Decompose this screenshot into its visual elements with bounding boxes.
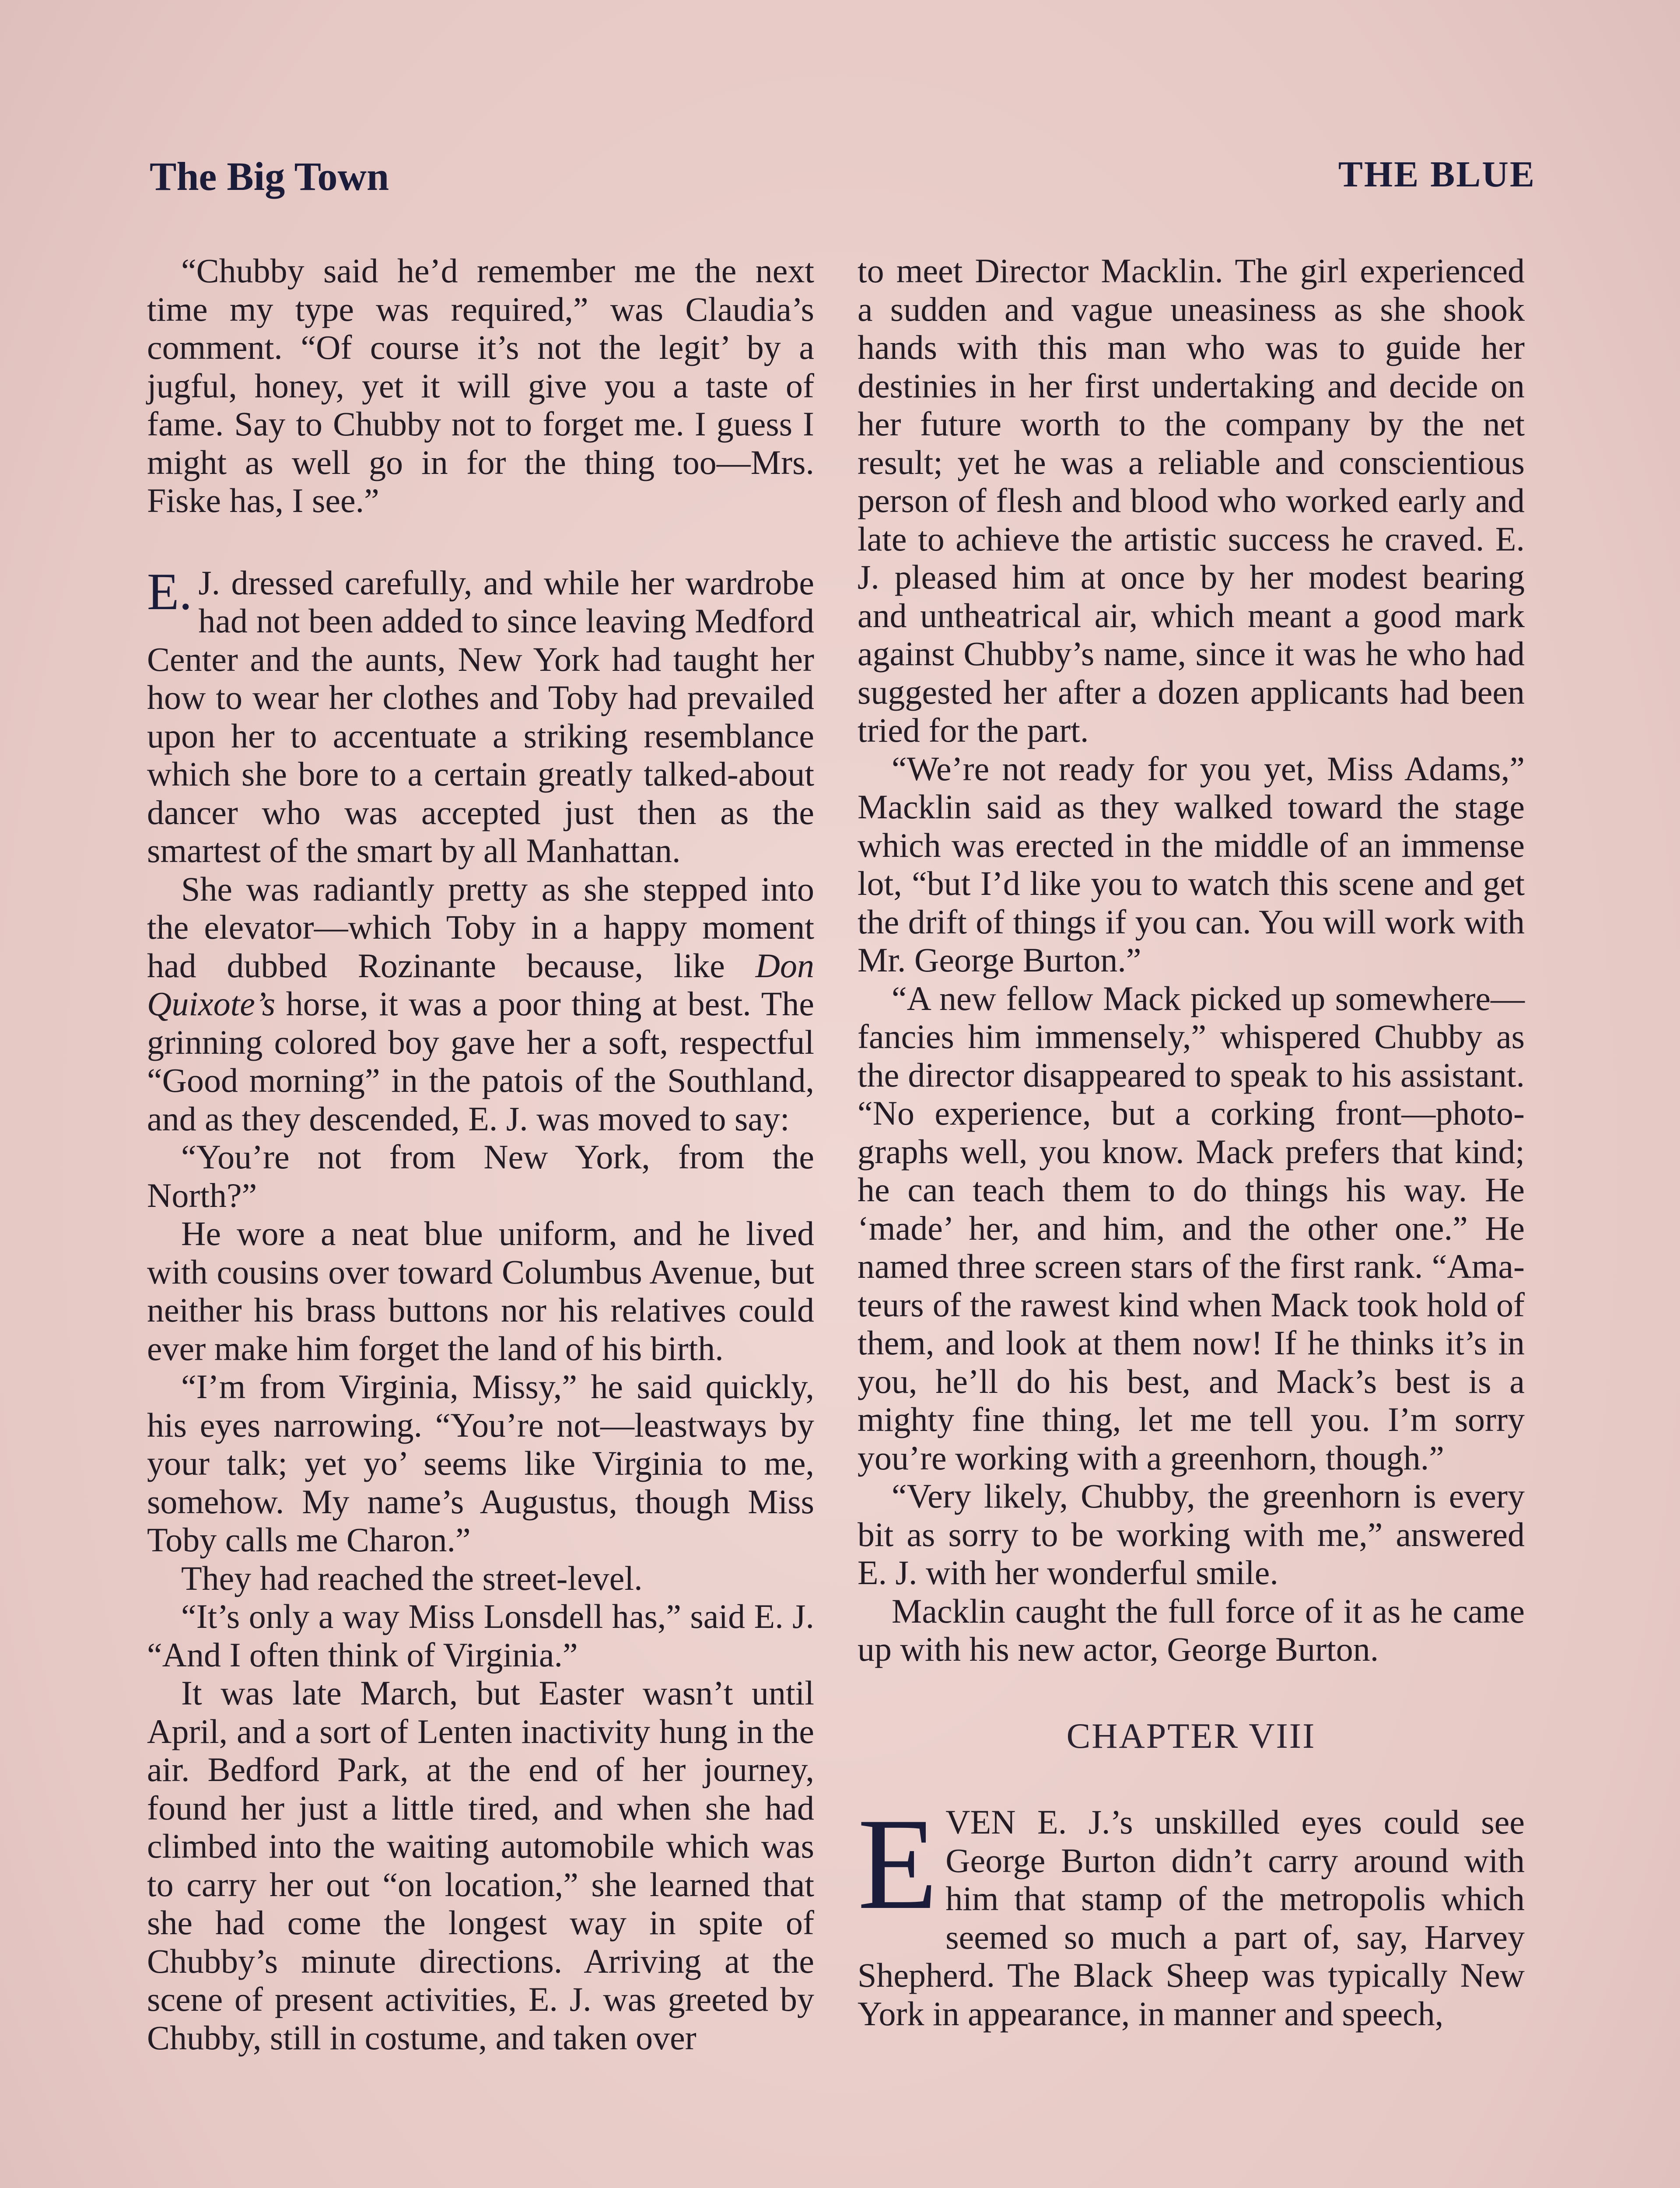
paragraph: “We’re not ready for you yet, Miss Adams,” Macklin said as they walked toward the stage which was erected in the middle of an immense lot, “but I’d like you to watch this scene and get the drift of things if you can. You will work with Mr. George Burton.”: [858, 749, 1525, 979]
paragraph: to meet Director Macklin. The girl experienced a sudden and vague uneasiness as she shook hands with this man who was to guide her destinies in her first undertaking and decide on her future worth to the company by the net result; yet he was a reliable and conscientious person of flesh and blood who worked early and late to achieve the artistic success he craved. E. J. pleased him at once by her modest bearing and untheatrical air, which meant a good mark against Chubby’s name, since it was he who had suggested her after a dozen applicants had been tried for the part.: [858, 252, 1525, 749]
drop-cap: E: [858, 1791, 938, 1936]
chapter-heading: CHAPTER VIII: [1066, 1715, 1316, 1756]
italic-title: Don Quixote’s: [147, 946, 814, 1023]
paragraph: E. J. dressed carefully, and while her wardrobe had not been added to since leaving Medford Center and the aunts, New York had taught her how to wear her clothes and Toby had prevailed upon her to accentuate a striking resemblance which she bore to a certain greatly talked-about dancer who was accepted just then as the smartest of the smart by all Manhattan.: [147, 562, 814, 870]
paragraph: She was radiantly pretty as she stepped into the elevator—which Toby in a happy moment had dubbed Rozinante because, like Don Quixote’s horse, it was a poor thing at best. The grinning colored boy gave her a soft, respectful “Good morning” in the patois of the Southland, and as they descended, E. J. was moved to say:: [147, 870, 814, 1138]
paragraph: They had reached the street-level.: [181, 1559, 643, 1597]
paragraph: “You’re not from New York, from the North?”: [147, 1138, 814, 1214]
paragraph: “Chubby said he’d remember me the next time my type was required,” was Claudia’s comment. “Of course it’s not the legit’ by a jugful, honey, yet it will give you a taste of fame. Say to Chubby not to forget me. I guess I might as well go in for the thing too—Mrs. Fiske has, I see.”: [147, 252, 814, 519]
right-column: [858, 252, 1525, 2033]
paragraph: “Very likely, Chubby, the greenhorn is every bit as sorry to be working with me,” answered E. J. with her wonderful smile.: [858, 1477, 1525, 1592]
left-column: [147, 252, 814, 2057]
paragraph: EVEN E. J.’s unskilled eyes could see George Burton didn’t carry around with him that stamp of the metropolis which seemed so much a part of, say, Harvey Shepherd. The Black Sheep was typically New York in appearance, in manner and speech,: [858, 1791, 1525, 2033]
paragraph: Macklin caught the full force of it as he came up with his new actor, George Burton.: [858, 1592, 1525, 1668]
paragraph: “A new fellow Mack picked up somewhere—fancies him immensely,” whispered Chubby as the director disappeared to speak to his assistant. “No experience, but a corking front—photographs well, you know. Mack prefers that kind; he can teach them to do things his way. He ‘made’ her, and him, and the other one.” He named three screen stars of the first rank. “Amateurs of the rawest kind when Mack took hold of them, and look at them now! If he thinks it’s in you, he’ll do his best, and Mack’s best is a mighty fine thing, let me tell you. I’m sorry you’re working with a greenhorn, though.”: [858, 979, 1525, 1477]
running-head-magazine: THE BLUE: [1338, 154, 1536, 195]
paragraph: It was late March, but Easter wasn’t until April, and a sort of Lenten inactivity hung in the air. Bedford Park, at the end of her journey, found her just a little tired, and when she had climbed into the waiting automobile which was to carry her out “on location,” she learned that she had come the longest way in spite of Chubby’s minute directions. Arriving at the scene of present activities, E. J. was greeted by Chubby, still in costume, and taken over: [147, 1674, 814, 2057]
running-head-title: The Big Town: [150, 154, 389, 199]
drop-cap: E.: [147, 562, 192, 621]
paragraph: “I’m from Virginia, Missy,” he said quickly, his eyes narrowing. “You’re not—leastways by your talk; yet yo’ seems like Virginia to me, somehow. My name’s Augustus, though Miss Toby calls me Charon.”: [147, 1368, 814, 1559]
paragraph: He wore a neat blue uniform, and he lived with cousins over toward Columbus Avenue, but neither his brass buttons nor his relatives could ever make him forget the land of his birth.: [147, 1214, 814, 1368]
paragraph: “It’s only a way Miss Lonsdell has,” said E. J. “And I often think of Virginia.”: [147, 1597, 814, 1674]
